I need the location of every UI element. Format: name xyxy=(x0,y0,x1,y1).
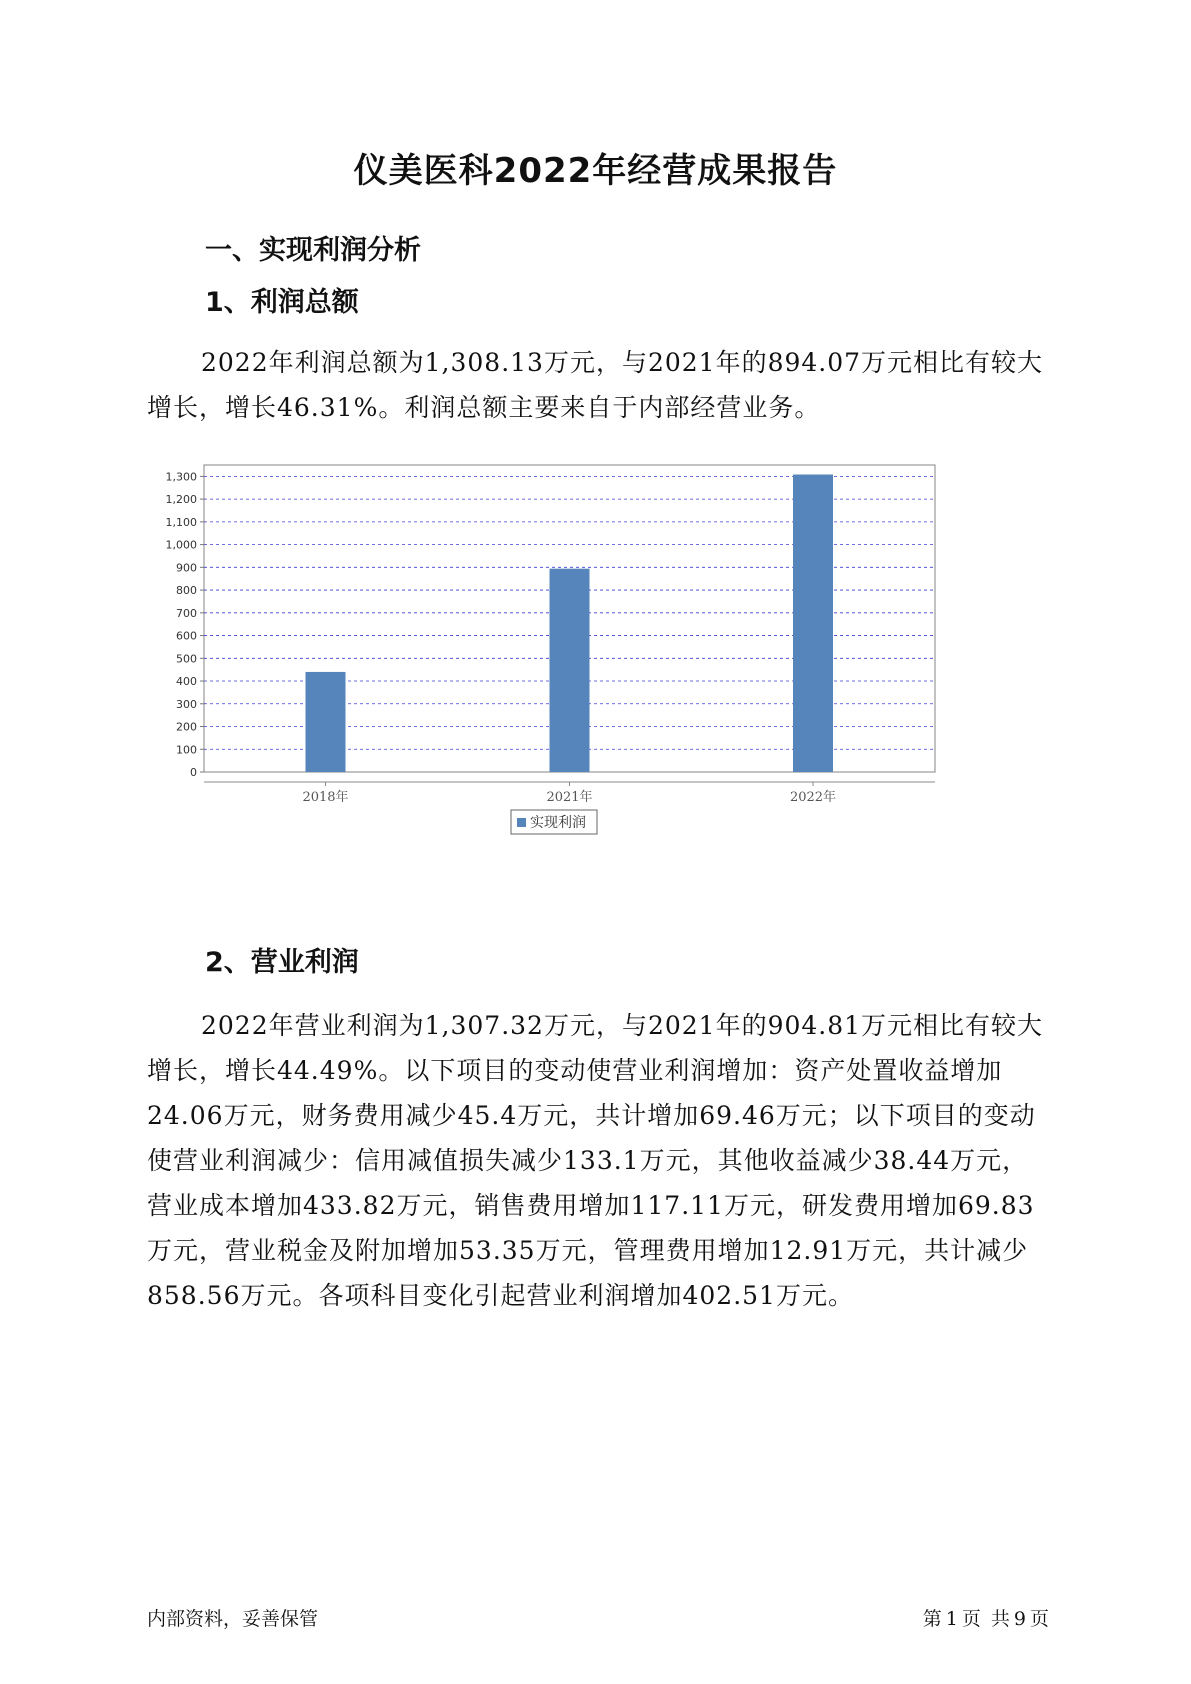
page-suffix: 页 xyxy=(961,1608,981,1630)
total-prefix: 共 xyxy=(990,1608,1010,1630)
bar-2022年 xyxy=(793,475,833,772)
total-pages: 9 xyxy=(1013,1608,1026,1630)
paragraph-operating-profit: 2022年营业利润为1,307.32万元，与2021年的904.81万元相比有较大增长，增长44.49%。以下项目的变动使营业利润增加：资产处置收益增加24.06万元，财务费用减少45.4万元，共计增加69.46万元；以下项目的变动使营业利润减少：信用减值损失减少133.1万元，其他收益减少38.44万元，营业成本增加433.82万元，销售费用增加117.11万元，研发费用增加69.83万元，营业税金及附加增加53.35万元，管理费用增加12.91万元，共计减少858.56万元。各项科目变化引起营业利润增加402.51万元。 xyxy=(147,1011,1044,1310)
y-tick-label: 0 xyxy=(190,766,197,779)
report-title: 仪美医科2022年经营成果报告 xyxy=(353,151,838,191)
profit-bar-chart xyxy=(160,450,1040,910)
total-suffix: 页 xyxy=(1029,1608,1049,1630)
y-tick-label: 300 xyxy=(176,697,197,711)
y-tick-label: 400 xyxy=(176,675,197,689)
y-tick-label: 900 xyxy=(176,561,197,575)
page-indicator xyxy=(921,1604,1051,1631)
y-tick-label: 200 xyxy=(176,720,197,734)
y-tick-label: 100 xyxy=(176,743,197,757)
y-tick-label: 1,300 xyxy=(165,470,197,484)
y-tick-label: 600 xyxy=(176,629,197,643)
legend-label: 实现利润 xyxy=(530,815,586,831)
page-prefix: 第 xyxy=(922,1608,942,1630)
paragraph-total-profit: 2022年利润总额为1,308.13万元，与2021年的894.07万元相比有较大增长，增长46.31%。利润总额主要来自于内部经营业务。 xyxy=(147,348,1044,422)
y-tick-label: 1,200 xyxy=(165,493,197,507)
footer-note: 内部资料，妥善保管 xyxy=(147,1608,319,1630)
legend-swatch xyxy=(517,818,526,827)
section-heading-profit-analysis: 一、实现利润分析 xyxy=(205,235,421,266)
bar-2021年 xyxy=(550,569,590,772)
x-tick-label: 2018年 xyxy=(302,790,349,805)
subheading-operating-profit: 2、营业利润 xyxy=(205,947,359,978)
y-tick-label: 800 xyxy=(176,584,197,598)
y-tick-label: 700 xyxy=(176,606,197,620)
bar-2018年 xyxy=(306,672,346,772)
y-tick-label: 1,100 xyxy=(165,515,197,529)
y-tick-label: 500 xyxy=(176,652,197,666)
page-number: 1 xyxy=(945,1608,958,1630)
subheading-total-profit: 1、利润总额 xyxy=(205,287,359,318)
x-tick-label: 2021年 xyxy=(546,790,593,805)
y-tick-label: 1,000 xyxy=(165,538,197,552)
x-tick-label: 2022年 xyxy=(789,790,837,805)
